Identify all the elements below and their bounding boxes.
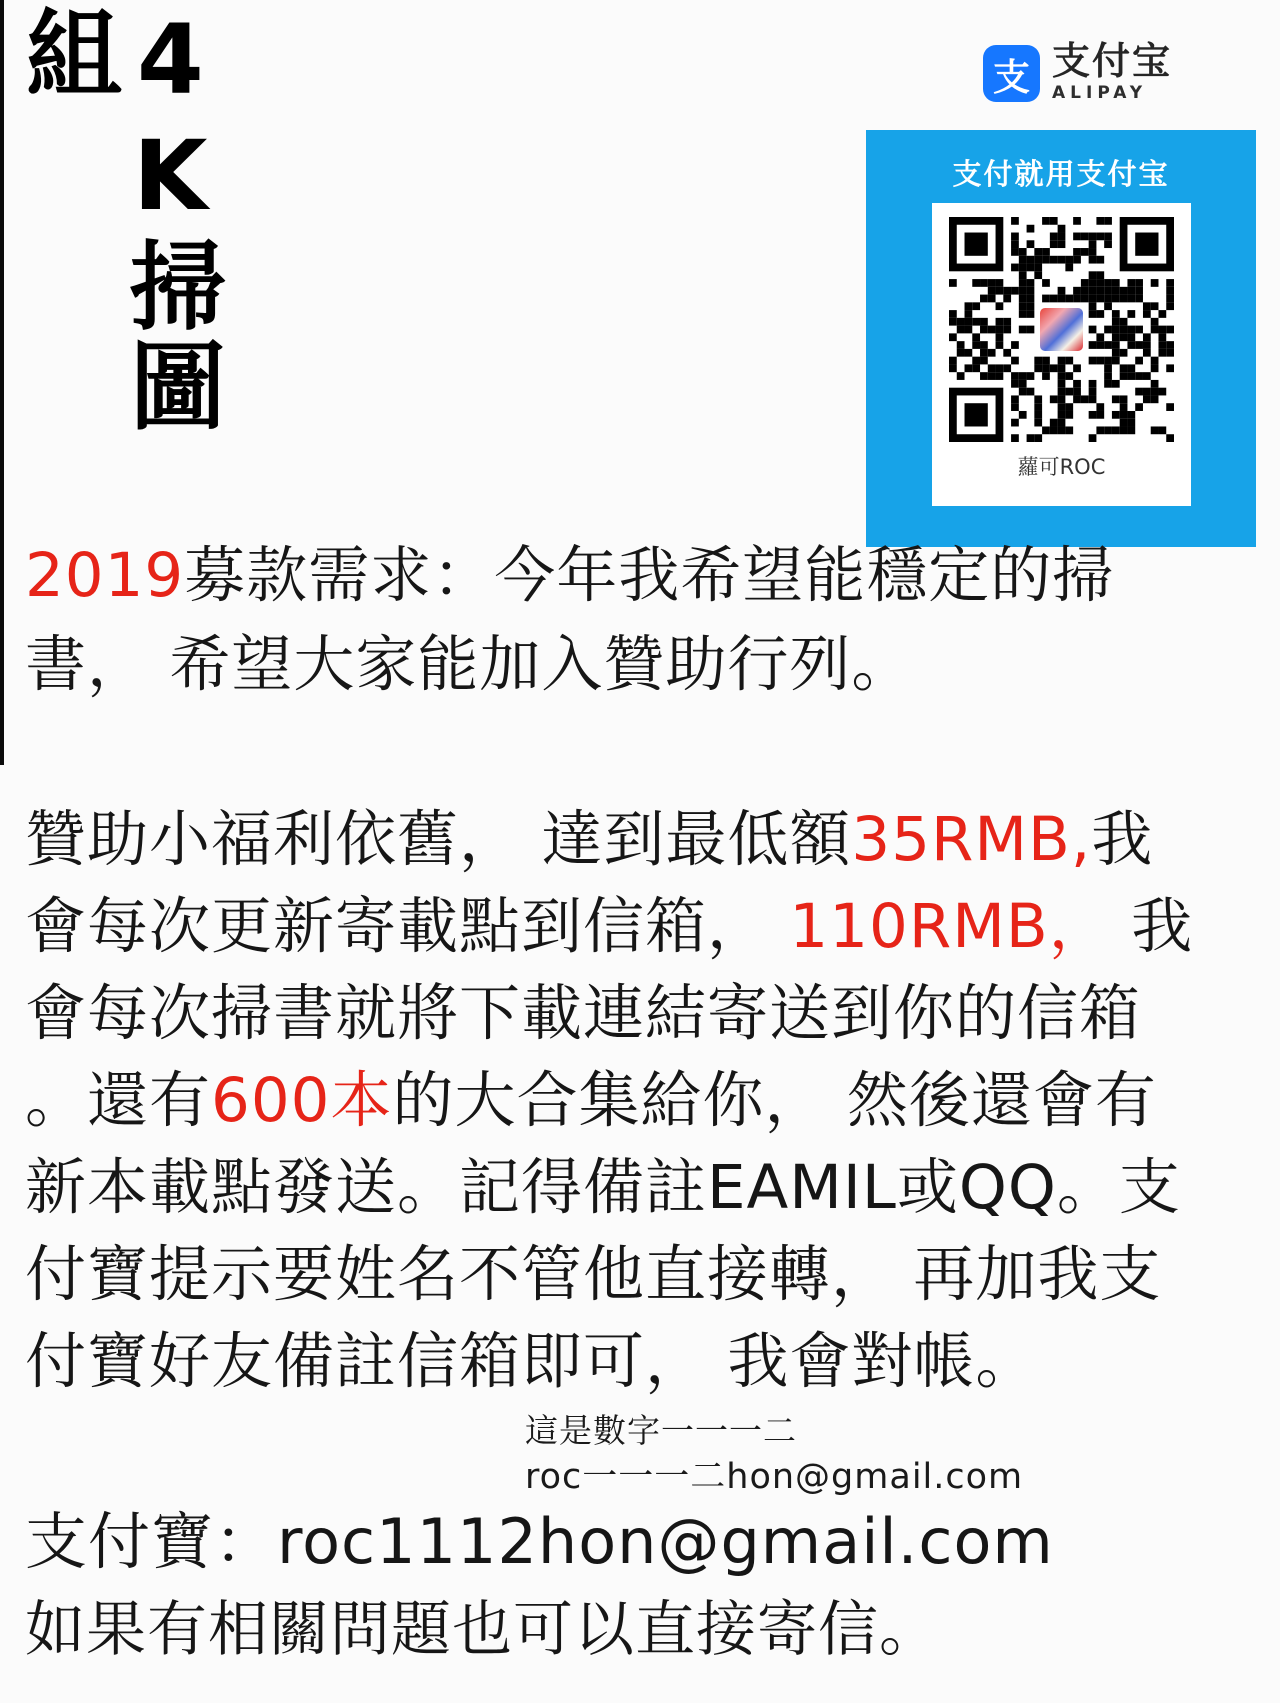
highlighted-text: 110RMB， [789,891,1111,962]
body-text: 我 [1110,891,1194,962]
alipay-panel-slogan: 支付就用支付宝 [952,157,1170,191]
text-line [25,531,1114,620]
alipay-brand-cn: 支付宝 [1052,39,1173,83]
contact-line: 如果有相關問題也可以直接寄信。 [25,1595,940,1665]
highlighted-text: 600本 [211,1065,393,1136]
text-line [25,883,1193,970]
alipay-qr-card [932,203,1191,506]
body-text: 我 [1091,804,1154,875]
qr-caption: 蘿可ROC [1017,455,1106,479]
text-line [25,1057,1193,1144]
donation-paragraph-1 [25,531,1114,709]
body-text: 書， 希望大家能加入贊助行列。 [25,629,914,700]
note-digits-line: 這是數字一一一二 [525,1411,797,1450]
donation-paragraph-2 [25,796,1193,1405]
alipay-qr-code [949,217,1174,442]
qr-center-avatar [1037,305,1086,354]
body-text: 新本載點發送。記得備註EAMIL或QQ。支 [25,1152,1181,1223]
body-text: 會每次更新寄載點到信箱， [25,891,790,962]
scan-group-title: 4K掃圖組 [10,4,227,436]
body-text: 付寶好友備註信箱即可， 我會對帳。 [25,1326,1038,1397]
note-email-spelled-line: roc一一一二hon@gmail.com [525,1457,1024,1497]
alipay-account-line: 支付寶：roc1112hon@gmail.com [25,1505,1054,1578]
text-line [25,970,1193,1057]
body-text: 的大合集給你， 然後還會有 [392,1065,1157,1136]
highlighted-text: 35RMB, [851,804,1092,875]
text-line [25,1231,1193,1318]
alipay-qr-panel [866,130,1256,547]
account-number-note [525,1408,1023,1500]
text-line [25,1318,1193,1405]
body-text: 付寶提示要姓名不管他直接轉， 再加我支 [25,1239,1162,1310]
body-text: 募款需求：今年我希望能穩定的掃 [184,540,1115,611]
text-line [25,620,1114,709]
alipay-brand-en: ALIPAY [1052,83,1148,103]
body-text: 贊助小福利依舊， 達到最低額 [25,804,852,875]
alipay-logo-icon [983,45,1040,102]
text-line [25,796,1193,883]
text-line [25,1144,1193,1231]
alipay-brand [1052,39,1173,103]
body-text: 。還有 [25,1065,212,1136]
highlighted-text: 2019 [25,540,185,611]
alipay-logo-glyph: 支 [993,55,1030,99]
scan-edge-artifact [0,0,4,765]
body-text: 會每次掃書就將下載連結寄送到你的信箱 [25,978,1142,1049]
